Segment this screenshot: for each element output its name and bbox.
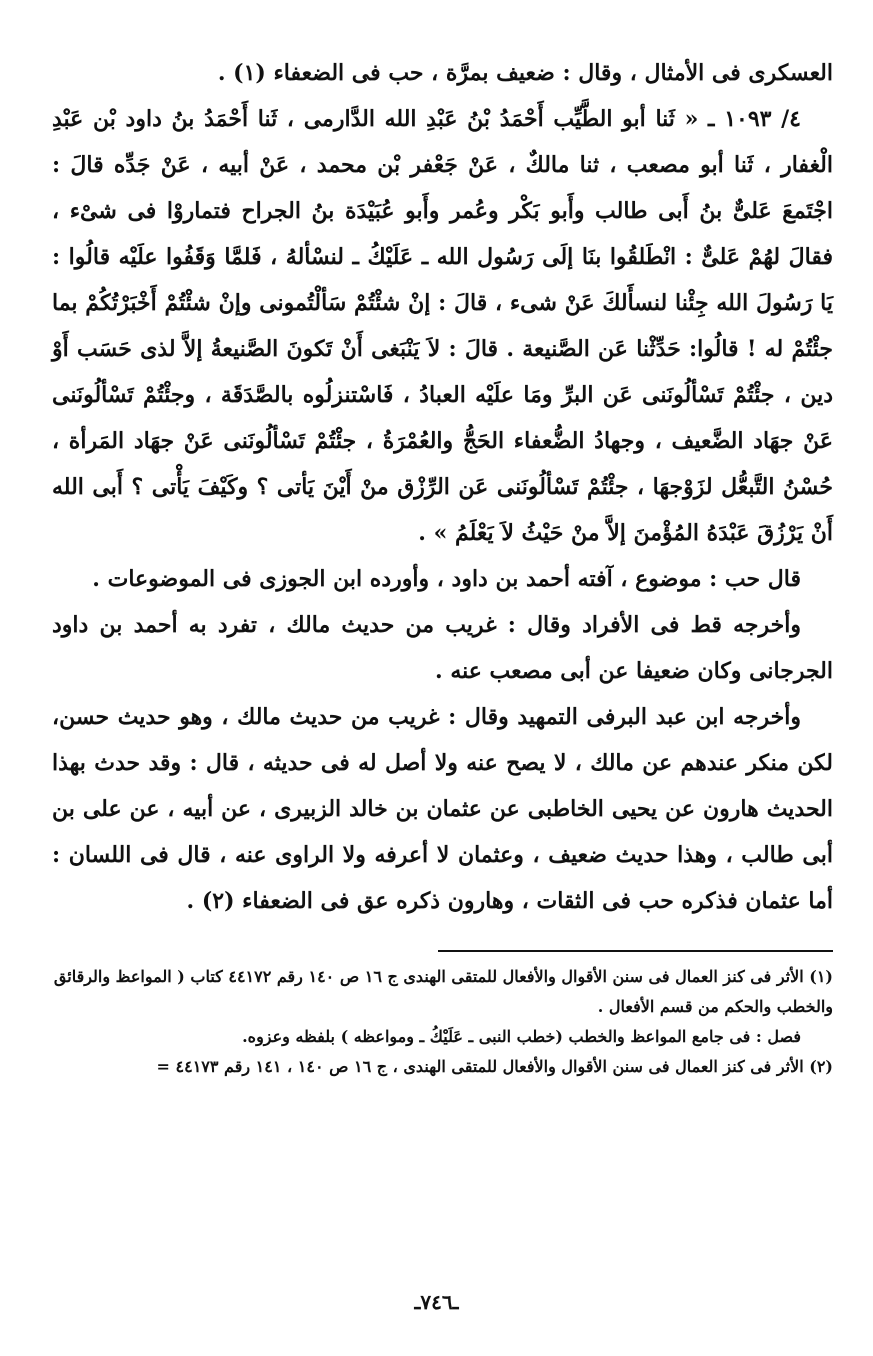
comment-paragraph-ibn-abd-al-barr: وأخرجه ابن عبد البرفى التمهيد وقال : غريب من حديث مالك ، وهو حديث حسن، لكن منكر عندهم عن مالك ، لا يصح عنه ولا أصل له فى حديثه ، قال : وقد حدث بهذا الحديث هارون عن يحيى الخاطبى عن عثمان بن خالد الزبيرى ، عن أبيه ، عن على بن أبى طالب ، وهذا حديث ضعيف ، وعثمان لا أعرفه ولا الراوى عنه ، قال فى اللسان : أما عثمان فذكره حب فى الثقات ، وهارون ذكره عق فى الضعفاء (٢) . xyxy=(52,704,833,914)
footnote-1: (١) الأثر فى كنز العمال فى سنن الأقوال والأفعال للمتقى الهندى ج ١٦ ص ١٤٠ رقم ٤٤١٧٢ كتاب ( المواعظ والرقائق والخطب والحكم من قسم الأفعال . xyxy=(53,967,833,1016)
footnotes xyxy=(52,962,833,1082)
main-text xyxy=(52,50,833,924)
hadith-paragraph: ٤/ ١٠٩٣ ـ « ثَنا أبو الطَّيِّب أَحْمَدُ بْنُ عَبْدِ الله الدَّارمى ، ثَنا أَحْمَدُ بنُ داود بْن عَبْدِ الْغفار ، ثَنا أبو مصعب ، ثنا مالكٌ ، عَنْ جَعْفر بْن محمد ، عَنْ أبيه ، عَنْ جَدِّه قالَ : اجْتَمعَ عَلىٌّ بنُ أَبى طالب وأَبو بَكْر وعُمر وأَبو عُبَيْدَة بنُ الجراح فتماروْا فى شىْء ، فقالَ لهُمْ عَلىٌّ : انْطَلقُوا بنَا إلَى رَسُول الله ـ عَلَيْكُ ـ لنسْألهُ ، فَلمَّا وَقَفُوا علَيْه قالُوا : يَا رَسُولَ الله جِئْنا لنسأَلكَ عَنْ شىء ، قالَ : إنْ شئْتُمْ سَألْتُمونى وإنْ شئْتُمْ أَخْبَرْتُكُمْ بما جئْتُمْ له ! قالُوا: حَدِّثْنا عَن الصَّنيعة . قالَ : لاَ يَنْبَغى أَنْ تَكونَ الصَّنيعةُ إلاَّ لذى حَسَب أَوْ دين ، جئْتُمْ تَسْألُونَنى عَن البرِّ ومَا علَيْه العبادُ ، فَاسْتنزلُوه بالصَّدَقَة ، وجئْتُمْ تَسْألُونَنى عَنْ جهَاد الضَّعيف ، وجهادُ الضُّعفاء الحَجُّ والعُمْرَةُ ، جئْتُمْ تَسْألُونَنى عَنْ جهَاد المَرأة ، حُسْنُ التَّبعُّل لزَوْجهَا ، جئْتُمْ تَسْألُونَنى عَن الرِّزْق منْ أَيْنَ يَأتى ؟ وكَيْفَ يَأْتى ؟ أَبى الله أَنْ يَرْزُقَ عَبْدَهُ المُؤْمنَ إلاَّ منْ حَيْثُ لاَ يَعْلَمُ » . xyxy=(52,106,834,546)
footnote-separator xyxy=(438,950,833,952)
text-line-continuation: العسكرى فى الأمثال ، وقال : ضعيف بمرَّة ، حب فى الضعفاء (١) . xyxy=(217,60,833,86)
comment-paragraph-daraqutni: وأخرجه قط فى الأفراد وقال : غريب من حديث مالك ، تفرد به أحمد بن داود الجرجانى وكان ضعيفا عن أبى مصعب عنه . xyxy=(52,612,833,684)
footnote-1-continued: فصل : فى جامع المواعظ والخطب (خطب النبى ـ عَلَيْكُ ـ ومواعظه ) بلفظه وعزوه. xyxy=(242,1027,801,1046)
footnote-2: (٢) الأثر فى كنز العمال فى سنن الأقوال والأفعال للمتقى الهندى ، ج ١٦ ص ١٤٠ ، ١٤١ رقم ٤٤١٧٣ = xyxy=(156,1057,833,1076)
comment-paragraph-hibban: قال حب : موضوع ، آفته أحمد بن داود ، وأورده ابن الجوزى فى الموضوعات . xyxy=(92,566,801,592)
page-number: ـ٧٤٦ـ xyxy=(414,1290,459,1314)
